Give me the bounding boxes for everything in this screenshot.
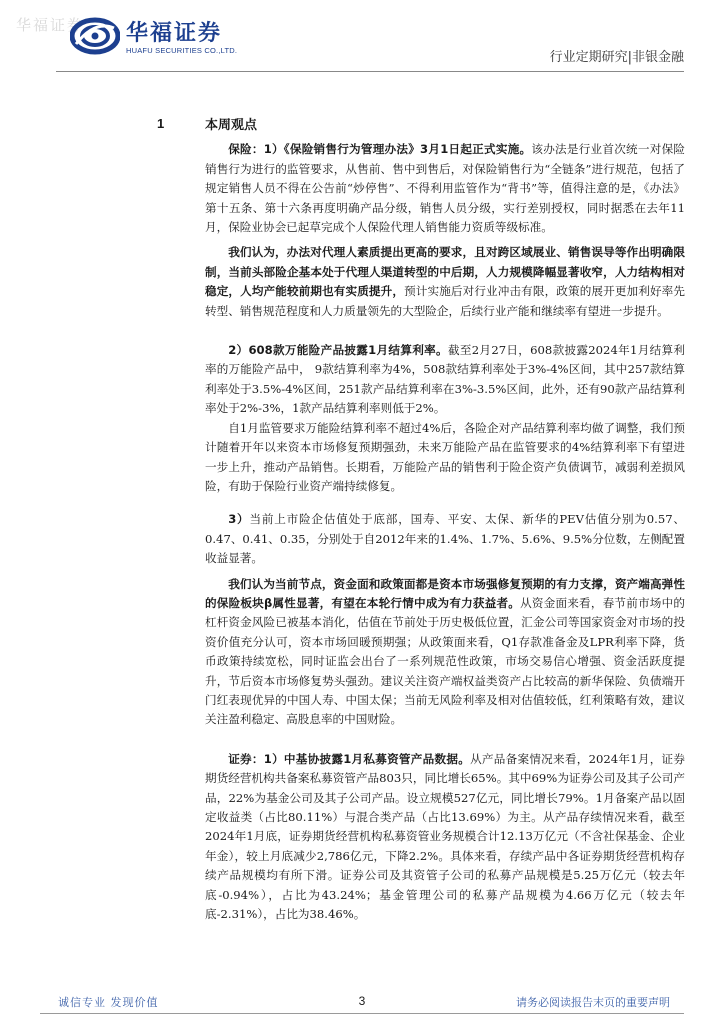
section-number: 1	[157, 116, 165, 131]
company-logo	[70, 12, 260, 62]
logo-name-en: HUAFU SECURITIES CO.,LTD.	[126, 46, 238, 55]
paragraph-settlement-rate	[205, 419, 685, 497]
paragraph-text: 预计实施后对行业冲击有限，政策的展开更加利好率先转型、销售规范程度和人力质量领先的大型险企，后续行业产能和继续率有望进一步提升。	[205, 284, 685, 318]
paragraph-lead: 保险：1）《保险销售行为管理办法》3月1日起正式实施。	[228, 142, 532, 157]
paragraph-lead: 2）608款万能险产品披露1月结算利率。	[228, 343, 448, 358]
paragraph-universal-life	[205, 341, 685, 419]
section-title: 本周观点	[205, 118, 258, 133]
paragraph-text: 截至2月27日，608款披露2024年1月结算利率的万能险产品中， 9款结算利率为4%，508款结算利率处于3%-4%区间，其中257款结算利率处于3.5%-4%区间，251款产品结算利率在3%-3.5%区间，此外，还有90款产品结算利率处于2%-3%，1款产品结算利率则低于2%。	[205, 343, 685, 416]
paragraph-text: 自1月监管要求万能险结算利率不超过4%后，各险企对产品结算利率均做了调整，我们预计随着开年以来资本市场修复预期强劲，未来万能险产品在监管要求的4%结算利率下有望进一步上升，推动产品销售。长期看，万能险产品的销售利于险企资产负债调节，减弱利差损风险，有助于保险行业资产端持续修复。	[205, 420, 685, 493]
footer-disclaimer: 请务必阅读报告末页的重要声明	[516, 996, 670, 1009]
paragraph-text: 从产品备案情况来看，2024年1月，证券期货经营机构共备案私募资管产品803只，同比增长65%。其中69%为证券公司及其子公司产品，22%为基金公司及其子公司产品。设立规模527亿元，同比增长79%。1月备案产品以固定收益类（占比80.11%）与混合类产品（占比13.69%）为主。从产品存续情况来看，截至2024年1月底，证券期货经营机构私募资管业务规模合计12.13万亿元（不含社保基金、企业年金），较上月底减少2,786亿元，下降2.2%。具体来看，存续产品中各证券期货经营机构存续产品规模均有所下滑。证券公司及其资管子公司的私募产品规模是5.25万亿元（较去年底-0.94%），占比为43.24%；基金管理公司的私募产品规模为4.66万亿元（较去年底-2.31%），占比为38.46%。	[205, 751, 686, 922]
paragraph-market-view	[205, 575, 685, 730]
footer-slogan: 诚信专业 发现价值	[58, 996, 159, 1009]
footer-divider	[40, 1013, 684, 1014]
logo-name-cn: 华福证券	[126, 21, 223, 46]
paragraph-securities	[205, 750, 685, 925]
watermark: 华福证券	[16, 16, 85, 34]
page-number: 3	[358, 994, 366, 1008]
paragraph-agent-view	[205, 243, 685, 321]
header-divider	[56, 71, 684, 72]
report-category: 行业定期研究|非银金融	[549, 50, 684, 65]
paragraph-lead: 3）	[228, 512, 250, 527]
paragraph-text: 从资金面来看，春节前市场中的杠杆资金风险已被基本消化，估值在节前处于历史极低位置，汇金公司等国家资金对市场的投资价值充分认可，资本市场回暖预期强；从政策面来看，Q1存款准备金及LPR利率下降，货币政策持续宽松，同时证监会出台了一系列规范性政策，市场交易信心增强、资金活跃度提升，节后资本市场修复势头强劲。建议关注资产端权益类资产占比较高的新华保险、负债端开门红表现优异的中国人寿、中国太保；当前无风险利率及相对估值较低，红利策略有效，建议关注盈利稳定、高股息率的中国财险。	[205, 595, 685, 727]
paragraph-text: 该办法是行业首次统一对保险销售行为进行的监管要求，从售前、售中到售后，对保险销售行为“全链条”进行规范，包括了规定销售人员不得在公告前“炒停售”、不得利用监管作为“背书”等，值得注意的是，《办法》第十五条、第十六条再度明确产品分级，销售人员分级，实行差别授权，同时据悉在去年11月，保险业协会已起草完成个人保险代理人销售能力资质等级标准。	[205, 142, 685, 235]
paragraph-valuation	[205, 510, 685, 568]
paragraph-text: 当前上市险企估值处于底部，国寿、平安、太保、新华的PEV估值分别为0.57、0.47、0.41、0.35，分别处于自2012年来的1.4%、1.7%、5.6%、9.5%分位数，左侧配置收益显著。	[205, 512, 685, 566]
paragraph-insurance-regulation	[205, 140, 685, 237]
logo-swirl-icon	[70, 16, 120, 56]
paragraph-lead: 我们认为当前节点，资金面和政策面都是资本市场强修复预期的有力支撑，资产端高弹性的保险板块β属性显著，有望在本轮行情中成为有力获益者。	[205, 576, 685, 610]
paragraph-lead: 我们认为，办法对代理人素质提出更高的要求，且对跨区域展业、销售误导等作出明确限制，当前头部险企基本处于代理人渠道转型的中后期，人力规模降幅显著收窄，人力结构相对稳定，人均产能较前期也有实质提升，	[205, 245, 685, 299]
report-body	[205, 114, 685, 924]
paragraph-lead: 证券：1）中基协披露1月私募资管产品数据。	[228, 751, 471, 766]
